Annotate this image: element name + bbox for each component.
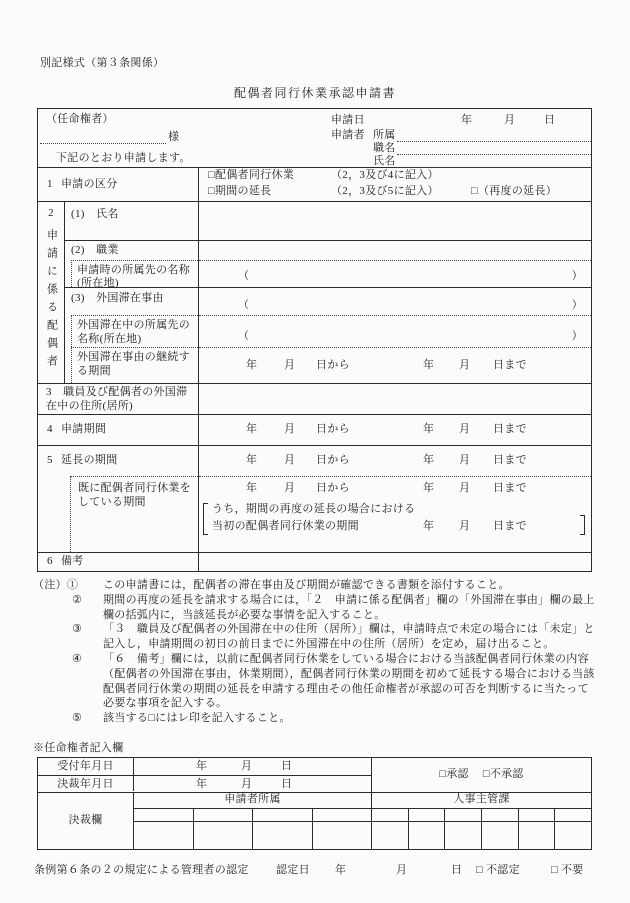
address-abroad-field: [199, 384, 591, 414]
checkbox-re-extension: □（再度の延長）: [471, 185, 558, 197]
paren-close: ）: [571, 269, 583, 282]
spouse-job-label: (2) 職業: [71, 243, 119, 256]
checkbox-period-extension: □期間の延長: [208, 185, 272, 197]
appointer-section-heading: ※任命権者記入欄: [33, 742, 124, 754]
day-label: 日: [451, 864, 463, 876]
applicant-label: 申請者: [331, 129, 365, 141]
initial-leave-bracket: [203, 502, 585, 538]
certification-date-label: 認定日: [276, 864, 310, 876]
row-application-period: [38, 414, 591, 445]
row-spouse-block: [38, 201, 591, 383]
paren-open: （: [238, 330, 250, 343]
application-date-label: 申請日: [331, 114, 365, 126]
applicant-dept-header: 申請者所属: [134, 793, 372, 808]
org-abroad-label: 外国滞在中の所属先の名称(所在地): [71, 315, 198, 347]
month-label: 月: [459, 482, 471, 494]
row4-label: 申請期間: [61, 423, 107, 436]
year-label: 年: [423, 454, 435, 467]
reason-duration-field: [199, 347, 591, 383]
row6-label: 備考: [61, 555, 84, 568]
appointer-entry-table: [37, 757, 592, 850]
stamp-cell: [445, 809, 482, 821]
year-label: 年: [423, 482, 435, 494]
org-at-apply-field: [199, 260, 591, 287]
application-date-day: 日: [544, 114, 556, 126]
spouse-leave-note: （2，3及び4に記入）: [331, 169, 439, 181]
day-to-label: 日まで: [493, 520, 527, 532]
day-from-label: 日から: [316, 423, 350, 436]
row1-number: 1: [47, 177, 53, 190]
month-label: 月: [284, 423, 296, 436]
row2-number: 2: [48, 207, 54, 219]
decision-date-field: [134, 776, 371, 791]
row-receipt-date: [38, 758, 371, 775]
extension-period-field: [199, 446, 591, 476]
stamp-cell: [253, 822, 313, 849]
month-label: 月: [396, 864, 408, 876]
note-item: [33, 652, 597, 711]
checkbox-spouse-leave: □配偶者同行休業: [208, 169, 295, 181]
application-date-month: 月: [504, 114, 516, 126]
hr-dept-header: 人事主管課: [453, 793, 510, 805]
month-label: 月: [459, 520, 471, 532]
abroad-reason-field: [199, 288, 591, 316]
receipt-date-label: 受付年月日: [38, 758, 134, 775]
year-label: 年: [423, 520, 435, 532]
day-label: 日: [281, 760, 293, 772]
day-label: 日: [281, 778, 293, 790]
note-text: 期間の再度の延長を請求する場合には，「２ 申請に係る配偶者」欄の「外国滞在事由」欄の最上欄の括弧内に，当該延長が必要な事情を記入すること。: [103, 593, 595, 621]
note-text: 該当する□にはレ印を記入すること。: [103, 712, 291, 725]
day-to-label: 日まで: [493, 358, 527, 371]
row-org-abroad: [65, 315, 591, 347]
month-label: 月: [459, 454, 471, 467]
day-from-label: 日から: [316, 454, 350, 467]
stamp-cell: [482, 822, 519, 849]
stamp-cell: [372, 822, 409, 849]
day-to-label: 日まで: [493, 423, 527, 436]
stamp-cell: [482, 809, 519, 821]
bracket-left: [203, 503, 208, 535]
year-label: 年: [246, 423, 258, 436]
note-text: 「６ 備考」欄には，以前に配偶者同行休業をしている場合における当該配偶者同行休業の内容（配偶者の外国滞在事由，休業期間），配偶者同行休業の期間を初めて延長する場合における当該配偶者同行休業の期間の延長を申請する理由その他任命権者が承認の可否を判断するに当たって必要な事項を記入する。: [103, 652, 595, 710]
paren-open: （: [238, 298, 250, 311]
manager-certification-line: [0, 864, 630, 880]
stamp-cell: [555, 809, 591, 821]
address-abroad-label: 3 職員及び配偶者の外国滞在中の住所(居所): [38, 384, 199, 414]
stamp-row: [134, 808, 591, 821]
name-fill-line: [397, 155, 591, 168]
stamp-cell: [194, 809, 254, 821]
spouse-name-field: [199, 202, 591, 240]
row6-number: 6: [47, 555, 53, 568]
note-marker: ⑤: [72, 712, 83, 725]
row-abroad-reason: [65, 287, 591, 316]
decision-column-label: 決裁欄: [38, 793, 134, 849]
period-extension-note: （2，3及び5に記入）: [331, 185, 439, 197]
checkbox-not-certified: □ 不認定: [476, 864, 520, 876]
month-label: 月: [459, 423, 471, 436]
stamp-cell: [445, 822, 482, 849]
stamp-cell: [519, 822, 556, 849]
note-marker: ③: [72, 623, 83, 636]
spouse-name-label: (1) 氏名: [71, 208, 119, 220]
stamp-cell: [253, 809, 313, 821]
stamp-cell: [194, 822, 254, 849]
approval-field: [372, 758, 591, 792]
row-reason-duration: [65, 347, 591, 383]
year-label: 年: [246, 454, 258, 467]
sama-suffix: 様: [168, 131, 180, 143]
org-abroad-field: [199, 315, 591, 347]
year-label: 年: [196, 760, 208, 772]
checkbox-approve: □承認: [439, 768, 469, 781]
name-label: 氏名: [373, 155, 396, 167]
paren-open: （: [238, 269, 250, 282]
row-decision-date: [38, 775, 371, 791]
year-label: 年: [246, 482, 258, 494]
month-label: 月: [284, 358, 296, 371]
appointer-fill-line: [40, 131, 166, 144]
stamp-cell: [313, 809, 373, 821]
checkbox-not-required: □ 不要: [551, 864, 584, 876]
note-marker: （注）①: [33, 579, 79, 591]
stamp-cell: [409, 809, 446, 821]
checkbox-disapprove: □不承認: [482, 768, 524, 781]
note-item: [33, 593, 597, 623]
stamp-row: [134, 821, 591, 849]
stamp-cell: [134, 822, 194, 849]
year-label: 年: [423, 358, 435, 371]
org-at-apply-label: 申請時の所属先の名称(所在地): [71, 260, 198, 287]
day-to-label: 日まで: [493, 482, 527, 494]
job-title-label: 職名: [373, 142, 396, 154]
stamp-cell: [519, 809, 556, 821]
note-text: 「３ 職員及び配偶者の外国滞在中の住所（居所）」欄は，申請時点で未定の場合には「未定」と記入し，申請期間の初日の前日までに外国滞在中の住所（居所）を定め，届け出ること。: [103, 623, 595, 651]
day-from-label: 日から: [316, 482, 350, 494]
year-label: 年: [423, 423, 435, 436]
application-date-year: 年: [461, 114, 473, 126]
paren-close: ）: [571, 298, 583, 311]
row-org-at-apply: [65, 260, 591, 290]
month-label: 月: [241, 778, 253, 790]
already-on-leave-label: 既に配偶者同行休業をしている期間: [70, 476, 198, 552]
month-label: 月: [284, 482, 296, 494]
row-extension-period: [38, 445, 591, 476]
row1-label: 申請の区分: [61, 177, 118, 190]
page-title: 配偶者同行休業承認申請書: [233, 86, 396, 100]
certification-label: 条例第６条の２の規定による管理者の認定: [34, 864, 249, 876]
remarks-field: [199, 553, 591, 571]
day-to-label: 日まで: [493, 454, 527, 467]
row5-number: 5: [47, 454, 53, 467]
year-label: 年: [196, 778, 208, 790]
row-spouse-name: [65, 202, 591, 240]
row-address-abroad: [38, 383, 591, 414]
month-label: 月: [284, 454, 296, 467]
month-label: 月: [241, 760, 253, 772]
row4-number: 4: [47, 423, 53, 436]
note-marker: ④: [72, 652, 83, 665]
application-period-field: [199, 415, 591, 445]
day-from-label: 日から: [316, 358, 350, 371]
main-form-table: [37, 108, 592, 572]
form-number: 別記様式（第３条関係）: [40, 57, 165, 69]
year-label: 年: [246, 358, 258, 371]
row-spouse-job: [65, 240, 591, 260]
appointer-label: （任命権者）: [46, 113, 114, 125]
notes-section: [33, 578, 597, 726]
row5-label: 延長の期間: [61, 454, 118, 467]
row2-side-label: 申請に係る配偶者: [45, 228, 58, 373]
spouse-job-field: [199, 241, 591, 260]
bracket-note-line2: 当初の配偶者同行休業の期間: [212, 520, 359, 532]
paren-close: ）: [571, 330, 583, 343]
affiliation-fill-line: [397, 129, 591, 142]
already-on-leave-field: [199, 476, 591, 552]
decision-date-label: 決裁年月日: [38, 776, 134, 791]
job-title-fill-line: [397, 142, 591, 155]
stamp-cell: [134, 809, 194, 821]
bracket-right: [580, 515, 585, 535]
note-marker: ②: [72, 593, 83, 606]
stamp-cell: [372, 809, 409, 821]
note-item: [33, 711, 597, 726]
intro-text: 下記のとおり申請します。: [56, 152, 191, 164]
stamp-cell: [409, 822, 446, 849]
affiliation-label: 所属: [373, 129, 396, 141]
stamp-cell: [555, 822, 591, 849]
row-remarks: [38, 552, 591, 571]
receipt-date-field: [134, 758, 371, 775]
month-label: 月: [459, 358, 471, 371]
note-item: [33, 578, 597, 593]
abroad-reason-label: (3) 外国滞在事由: [71, 291, 164, 304]
row-already-on-leave: [38, 476, 591, 552]
year-label: 年: [335, 864, 347, 876]
note-text: この申請書には，配偶者の滞在事由及び期間が確認できる書類を添付すること。: [103, 579, 510, 591]
bracket-note-line1: うち，期間の再度の延長の場合における: [212, 503, 416, 515]
row-application-category: [38, 167, 591, 201]
reason-duration-label: 外国滞在事由の継続する期間: [71, 347, 198, 383]
note-item: [33, 622, 597, 652]
form-header-cell: [38, 109, 591, 167]
stamp-cell: [313, 822, 373, 849]
